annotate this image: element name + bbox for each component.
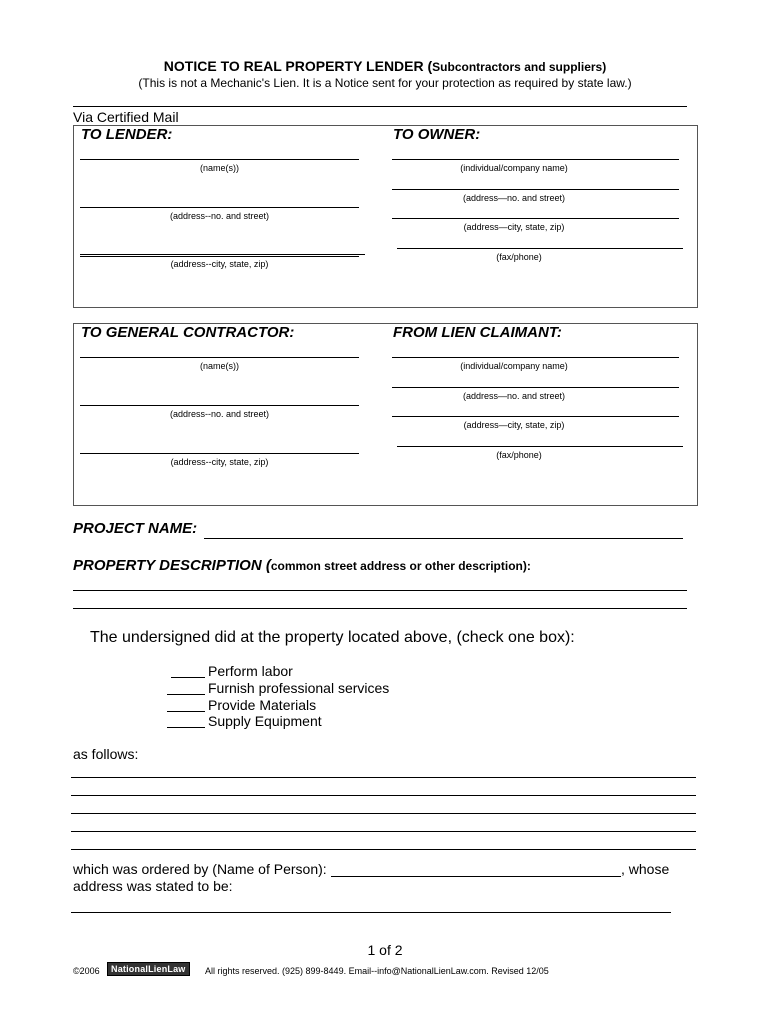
address-stated-line[interactable] <box>71 912 671 913</box>
contractor-street-caption: (address--no. and street) <box>169 409 270 419</box>
owner-street-caption: (address—no. and street) <box>462 193 566 203</box>
from-lien-claimant-heading: FROM LIEN CLAIMANT: <box>393 324 562 341</box>
claimant-street-line[interactable] <box>392 387 679 388</box>
address-stated-label: address was stated to be: <box>73 878 233 894</box>
checkbox-provide-materials[interactable] <box>167 711 205 712</box>
to-owner-heading: TO OWNER: <box>393 126 481 143</box>
as-follows-line-4[interactable] <box>71 831 696 832</box>
owner-fax-line[interactable] <box>397 248 683 249</box>
lender-city-line[interactable] <box>80 254 365 255</box>
claimant-street-caption: (address—no. and street) <box>462 391 566 401</box>
lender-name-caption: (name(s)) <box>199 163 239 173</box>
option-provide-materials: Provide Materials <box>208 697 317 713</box>
lender-name-line[interactable] <box>80 159 359 160</box>
property-description-line-2[interactable] <box>73 608 687 609</box>
as-follows-label: as follows: <box>73 746 139 762</box>
work-intro: The undersigned did at the property located above, (check one box): <box>90 629 575 646</box>
project-name-line[interactable] <box>204 538 683 539</box>
footer-rights: All rights reserved. (925) 899-8449. Email--info@NationalLienLaw.com. Revised 12/05 <box>205 966 549 976</box>
lender-street-caption: (address--no. and street) <box>169 211 270 221</box>
option-supply-equipment: Supply Equipment <box>208 713 322 729</box>
claimant-fax-caption: (fax/phone) <box>496 450 542 460</box>
via-certified-mail: Via Certified Mail <box>73 109 179 125</box>
as-follows-line-1[interactable] <box>71 777 696 778</box>
claimant-city-line[interactable] <box>392 416 679 417</box>
property-description-main: PROPERTY DESCRIPTION ( <box>73 557 271 574</box>
contractor-city-caption: (address--city, state, zip) <box>170 457 269 467</box>
as-follows-line-2[interactable] <box>71 795 696 796</box>
title-main: NOTICE TO REAL PROPERTY LENDER ( <box>163 58 433 74</box>
checkbox-professional-services[interactable] <box>167 694 205 695</box>
owner-fax-caption: (fax/phone) <box>496 252 542 262</box>
page-number: 1 of 2 <box>367 942 403 958</box>
contractor-name-caption: (name(s)) <box>199 361 239 371</box>
option-professional-services: Furnish professional services <box>208 680 390 696</box>
header-rule <box>73 106 687 107</box>
document-title <box>0 58 770 74</box>
lender-city-caption: (address--city, state, zip) <box>170 259 269 269</box>
document-subtitle: (This is not a Mechanic's Lien. It is a Notice sent for your protection as required by state law.) <box>138 76 632 90</box>
contractor-name-line[interactable] <box>80 357 359 358</box>
claimant-name-caption: (individual/company name) <box>460 361 568 371</box>
owner-street-line[interactable] <box>392 189 679 190</box>
property-description-line-1[interactable] <box>73 590 687 591</box>
as-follows-line-3[interactable] <box>71 813 696 814</box>
contractor-city-line[interactable] <box>80 453 359 454</box>
owner-city-caption: (address—city, state, zip) <box>463 222 565 232</box>
copyright-year: ©2006 <box>73 966 100 976</box>
owner-city-line[interactable] <box>392 218 679 219</box>
ordered-by-label: which was ordered by (Name of Person): <box>73 861 327 877</box>
to-lender-heading: TO LENDER: <box>81 126 173 143</box>
ordered-by-line[interactable] <box>331 876 621 877</box>
option-perform-labor: Perform labor <box>208 663 293 679</box>
owner-name-caption: (individual/company name) <box>460 163 568 173</box>
claimant-name-line[interactable] <box>392 357 679 358</box>
claimant-fax-line[interactable] <box>397 446 683 447</box>
as-follows-line-5[interactable] <box>71 849 696 850</box>
title-sub: Subcontractors and suppliers) <box>432 60 607 74</box>
nationallienlaw-logo: NationalLienLaw <box>107 962 190 976</box>
lender-city-line-2 <box>80 256 359 257</box>
owner-name-line[interactable] <box>392 159 679 160</box>
property-description-sub: common street address or other description): <box>270 559 531 573</box>
lender-street-line[interactable] <box>80 207 359 208</box>
contractor-street-line[interactable] <box>80 405 359 406</box>
checkbox-supply-equipment[interactable] <box>167 727 205 728</box>
checkbox-perform-labor[interactable] <box>171 677 205 678</box>
project-name-label: PROJECT NAME: <box>73 520 198 537</box>
claimant-city-caption: (address—city, state, zip) <box>463 420 565 430</box>
property-description-label <box>73 557 531 575</box>
ordered-by-suffix: , whose <box>621 861 670 877</box>
to-general-contractor-heading: TO GENERAL CONTRACTOR: <box>81 324 295 341</box>
